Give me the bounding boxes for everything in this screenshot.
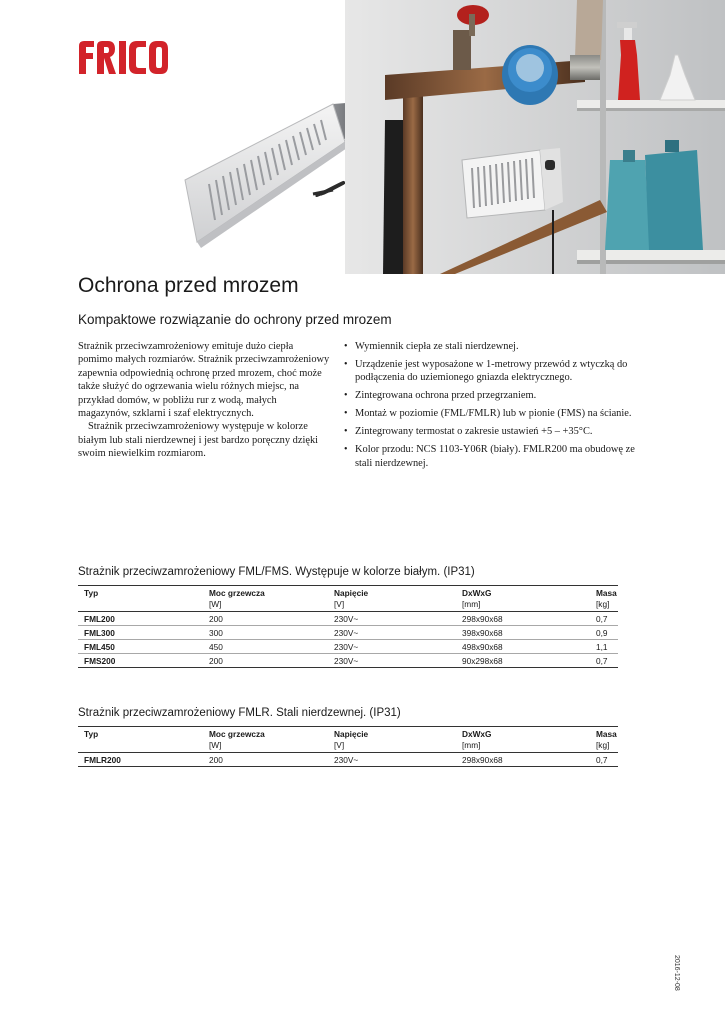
bullet-icon: • — [344, 341, 348, 352]
feature-item: • Zintegrowana ochrona przed przegrzaniem. — [344, 390, 537, 402]
table-header-row — [78, 586, 618, 612]
col-typ: Typ — [84, 588, 99, 598]
table2 — [78, 726, 618, 767]
col-power: Moc grzewcza [W] — [209, 729, 265, 750]
table-row: FMLR200 200 230V~ 298x90x68 0,7 — [78, 753, 618, 767]
bullet-icon: • — [344, 444, 348, 456]
heater-product-image — [183, 102, 363, 252]
col-typ: Typ — [84, 729, 99, 739]
intro-paragraph-1: Strażnik przeciwzamrożeniowy emituje dużo ciepła pomimo małych rozmiarów. Strażnik przeciwzamrożeniowy zapewnia odpowiednią ochronę przed mrozem, choć może także służyć do ogrzewania wielu różnych miejsc, na przykład domów, w pobliżu rur z wodą, małych magazynów, szklarni i szaf elektrycznych. — [78, 341, 330, 420]
installation-photo — [345, 0, 725, 274]
bullet-icon: • — [344, 359, 348, 370]
table-row: FML450 450 230V~ 498x90x68 1,1 — [78, 640, 618, 654]
col-dims: DxWxG [mm] — [462, 729, 492, 750]
feature-item: • Urządzenie jest wyposażone w 1-metrowy przewód z wtyczką do podłączenia do uziemionego gniazda elektrycznego. — [344, 359, 628, 384]
feature-item: • Zintegrowany termostat o zakresie ustawień +5 – +35°C. — [344, 426, 593, 438]
table-row: FML300 300 230V~ 398x90x68 0,9 — [78, 626, 618, 640]
col-power: Moc grzewcza [W] — [209, 588, 265, 609]
table2-title: Strażnik przeciwzamrożeniowy FMLR. Stali nierdzewnej. (IP31) — [78, 707, 401, 719]
table1-title: Strażnik przeciwzamrożeniowy FML/FMS. Występuje w kolorze białym. (IP31) — [78, 566, 475, 578]
page-title: Ochrona przed mrozem — [78, 274, 299, 297]
intro-paragraph-2: Strażnik przeciwzamrożeniowy występuje w kolorze białym lub stali nierdzewnej i jest bardzo poręczny dzięki swoim niewielkim rozmiarom. — [78, 421, 319, 460]
document-date: 2016-12-08 — [673, 955, 680, 991]
intro-text — [78, 340, 330, 461]
table-row: FML200 200 230V~ 298x90x68 0,7 — [78, 612, 618, 626]
bullet-icon: • — [344, 426, 348, 438]
col-voltage: Napięcie [V] — [334, 729, 369, 750]
feature-item: • Montaż w poziomie (FML/FMLR) lub w pionie (FMS) na ścianie. — [344, 408, 632, 420]
table1 — [78, 585, 618, 668]
table-row: FMS200 200 230V~ 90x298x68 0,7 — [78, 654, 618, 668]
frico-logo-mark — [78, 36, 168, 76]
feature-list — [344, 340, 644, 475]
table-header-row — [78, 727, 618, 753]
feature-item: • Kolor przodu: NCS 1103-Y06R (biały). FMLR200 ma obudowę ze stali nierdzewnej. — [344, 444, 635, 469]
col-voltage: Napięcie [V] — [334, 588, 369, 609]
col-mass: Masa [kg] — [596, 588, 617, 609]
bullet-icon: • — [344, 390, 348, 402]
col-mass: Masa [kg] — [596, 729, 617, 750]
frico-logo — [78, 36, 168, 76]
feature-item: • Wymiennik ciepła ze stali nierdzewnej. — [344, 341, 519, 352]
bullet-icon: • — [344, 408, 348, 420]
col-dims: DxWxG [mm] — [462, 588, 492, 609]
page-subtitle: Kompaktowe rozwiązanie do ochrony przed mrozem — [78, 312, 392, 327]
